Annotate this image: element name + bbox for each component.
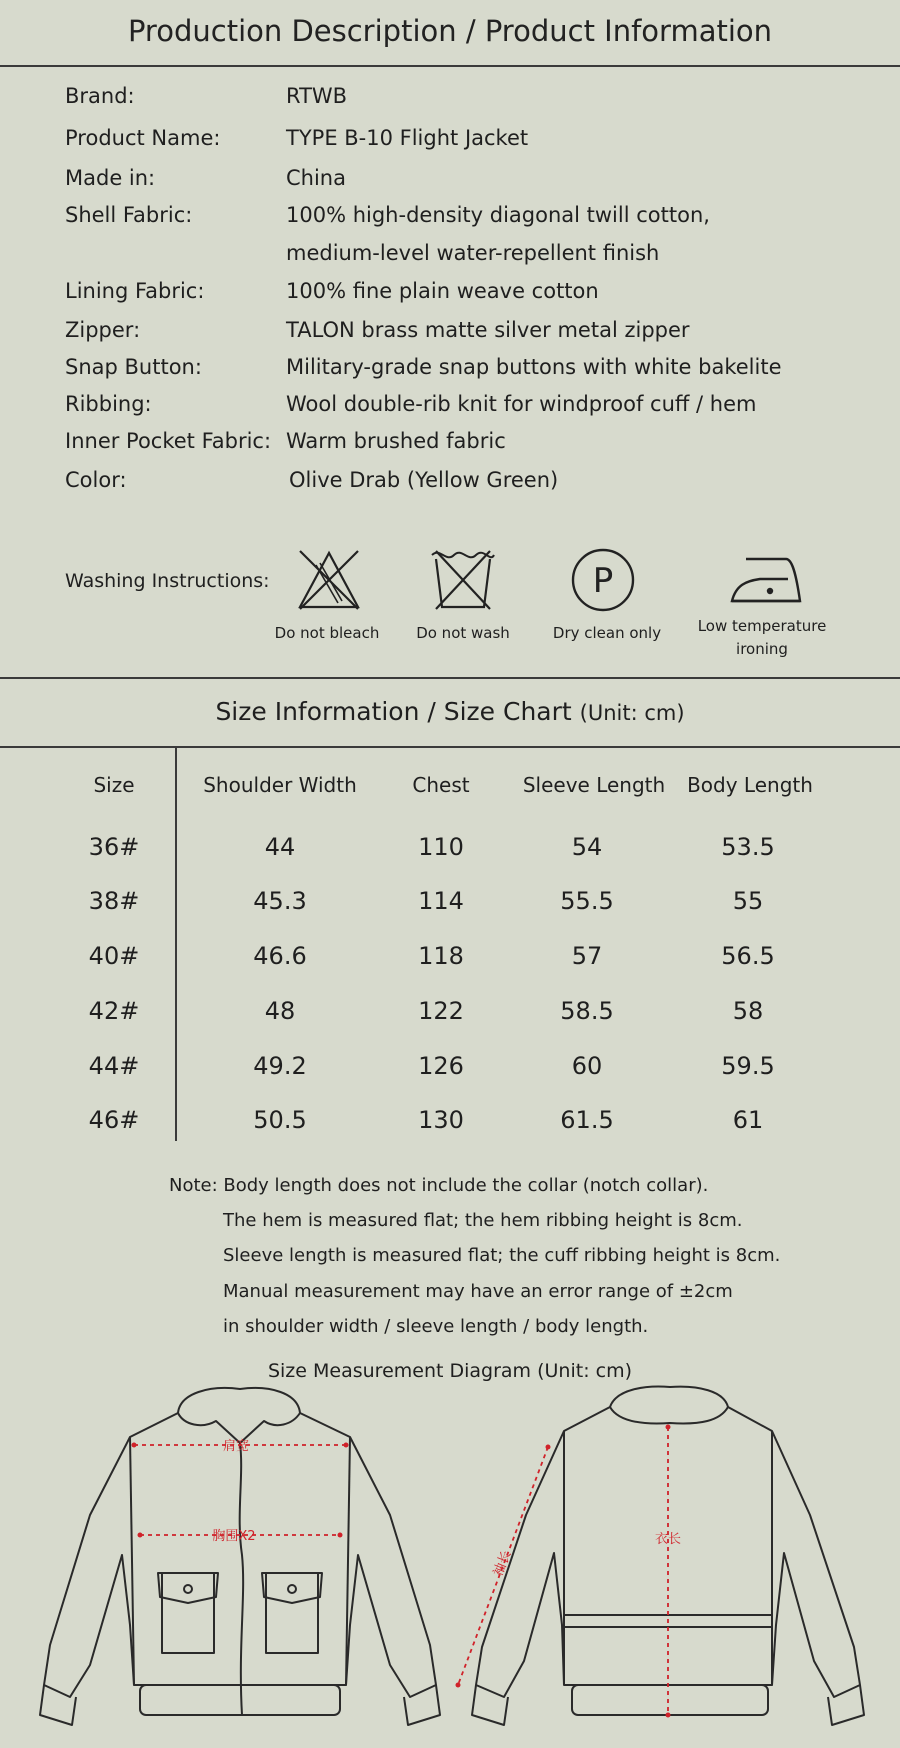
note-line: Manual measurement may have an error range of ±2cm bbox=[223, 1281, 733, 1302]
info-label-shell-fabric: Shell Fabric: bbox=[65, 203, 193, 227]
cell-size: 38# bbox=[88, 887, 140, 915]
cell-sleeve: 57 bbox=[571, 942, 603, 970]
column-header-shoulder: Shoulder Width bbox=[203, 773, 357, 797]
info-label-color: Color: bbox=[65, 468, 127, 492]
header-divider bbox=[0, 65, 900, 67]
column-header-sleeve: Sleeve Length bbox=[522, 773, 666, 797]
sleeve-measure-label: 袖长 bbox=[490, 1548, 515, 1579]
cell-body: 53.5 bbox=[721, 833, 775, 861]
jacket-front-diagram bbox=[30, 1385, 450, 1740]
cell-shoulder: 48 bbox=[264, 997, 296, 1025]
info-label-made-in: Made in: bbox=[65, 166, 156, 190]
cell-shoulder: 44 bbox=[264, 833, 296, 861]
dry-clean-icon bbox=[568, 545, 638, 615]
cell-body: 58 bbox=[732, 997, 764, 1025]
section-divider bbox=[0, 677, 900, 679]
info-value-shell-fabric-line2: medium-level water-repellent finish bbox=[286, 241, 660, 265]
info-value-inner-pocket: Warm brushed fabric bbox=[286, 429, 506, 453]
info-value-lining-fabric: 100% fine plain weave cotton bbox=[286, 279, 599, 303]
info-value-brand: RTWB bbox=[286, 84, 348, 108]
no-wash-icon bbox=[428, 545, 498, 615]
cell-shoulder: 50.5 bbox=[253, 1106, 307, 1134]
cell-chest: 130 bbox=[418, 1106, 464, 1134]
cell-sleeve: 54 bbox=[571, 833, 603, 861]
info-value-snap-button: Military-grade snap buttons with white bakelite bbox=[286, 355, 782, 379]
dry-clean-caption: Dry clean only bbox=[552, 624, 662, 642]
cell-sleeve: 55.5 bbox=[560, 887, 614, 915]
no-wash-caption: Do not wash bbox=[416, 624, 510, 642]
cell-chest: 118 bbox=[418, 942, 464, 970]
cell-sleeve: 58.5 bbox=[560, 997, 614, 1025]
cell-body: 59.5 bbox=[721, 1052, 775, 1080]
info-value-made-in: China bbox=[286, 166, 346, 190]
dry-clean-glyph: P bbox=[592, 561, 614, 601]
no-bleach-caption: Do not bleach bbox=[274, 624, 380, 642]
info-value-zipper: TALON brass matte silver metal zipper bbox=[286, 318, 690, 342]
washing-label: Washing Instructions: bbox=[65, 570, 270, 592]
body-measure-label: 衣长 bbox=[654, 1532, 682, 1547]
cell-sleeve: 60 bbox=[571, 1052, 603, 1080]
cell-size: 44# bbox=[88, 1052, 140, 1080]
note-line: The hem is measured flat; the hem ribbing height is 8cm. bbox=[223, 1210, 743, 1231]
iron-low-icon bbox=[726, 545, 808, 615]
shoulder-measure-label: 肩宽 bbox=[222, 1439, 250, 1454]
note-line: Note: Body length does not include the collar (notch collar). bbox=[169, 1175, 709, 1196]
info-value-product-name: TYPE B-10 Flight Jacket bbox=[286, 126, 529, 150]
info-label-product-name: Product Name: bbox=[65, 126, 221, 150]
cell-shoulder: 45.3 bbox=[253, 887, 307, 915]
size-chart-divider bbox=[0, 746, 900, 748]
cell-chest: 122 bbox=[418, 997, 464, 1025]
column-header-chest: Chest bbox=[412, 773, 470, 797]
info-label-ribbing: Ribbing: bbox=[65, 392, 152, 416]
iron-low-caption-line2: ironing bbox=[736, 640, 788, 658]
info-label-brand: Brand: bbox=[65, 84, 135, 108]
diagram-title: Size Measurement Diagram (Unit: cm) bbox=[267, 1360, 633, 1382]
size-chart-title bbox=[0, 697, 900, 726]
column-header-size: Size bbox=[93, 773, 135, 797]
column-header-body: Body Length bbox=[687, 773, 813, 797]
cell-chest: 110 bbox=[418, 833, 464, 861]
note-line: Sleeve length is measured flat; the cuff ribbing height is 8cm. bbox=[223, 1245, 781, 1266]
cell-size: 46# bbox=[88, 1106, 140, 1134]
cell-chest: 114 bbox=[418, 887, 464, 915]
info-label-lining-fabric: Lining Fabric: bbox=[65, 279, 205, 303]
info-value-shell-fabric: 100% high-density diagonal twill cotton, bbox=[286, 203, 710, 227]
cell-body: 56.5 bbox=[721, 942, 775, 970]
cell-body: 55 bbox=[732, 887, 764, 915]
chest-measure-label: 胸围X2 bbox=[212, 1529, 256, 1544]
no-bleach-icon bbox=[294, 545, 364, 615]
cell-sleeve: 61.5 bbox=[560, 1106, 614, 1134]
info-label-inner-pocket: Inner Pocket Fabric: bbox=[65, 429, 272, 453]
cell-shoulder: 49.2 bbox=[253, 1052, 307, 1080]
info-label-zipper: Zipper: bbox=[65, 318, 141, 342]
cell-body: 61 bbox=[732, 1106, 764, 1134]
info-value-color: Olive Drab (Yellow Green) bbox=[289, 468, 559, 492]
jacket-back-diagram bbox=[450, 1385, 870, 1740]
cell-size: 40# bbox=[88, 942, 140, 970]
size-chart-title-text: Size Information / Size Chart bbox=[215, 697, 572, 726]
page-title: Production Description / Product Information bbox=[127, 14, 773, 48]
iron-low-caption-line1: Low temperature bbox=[697, 617, 827, 635]
note-line: in shoulder width / sleeve length / body length. bbox=[223, 1316, 649, 1337]
size-chart-unit: (Unit: cm) bbox=[579, 701, 685, 725]
cell-size: 42# bbox=[88, 997, 140, 1025]
info-value-ribbing: Wool double-rib knit for windproof cuff / hem bbox=[286, 392, 757, 416]
cell-chest: 126 bbox=[418, 1052, 464, 1080]
info-label-snap-button: Snap Button: bbox=[65, 355, 202, 379]
cell-size: 36# bbox=[88, 833, 140, 861]
cell-shoulder: 46.6 bbox=[253, 942, 307, 970]
